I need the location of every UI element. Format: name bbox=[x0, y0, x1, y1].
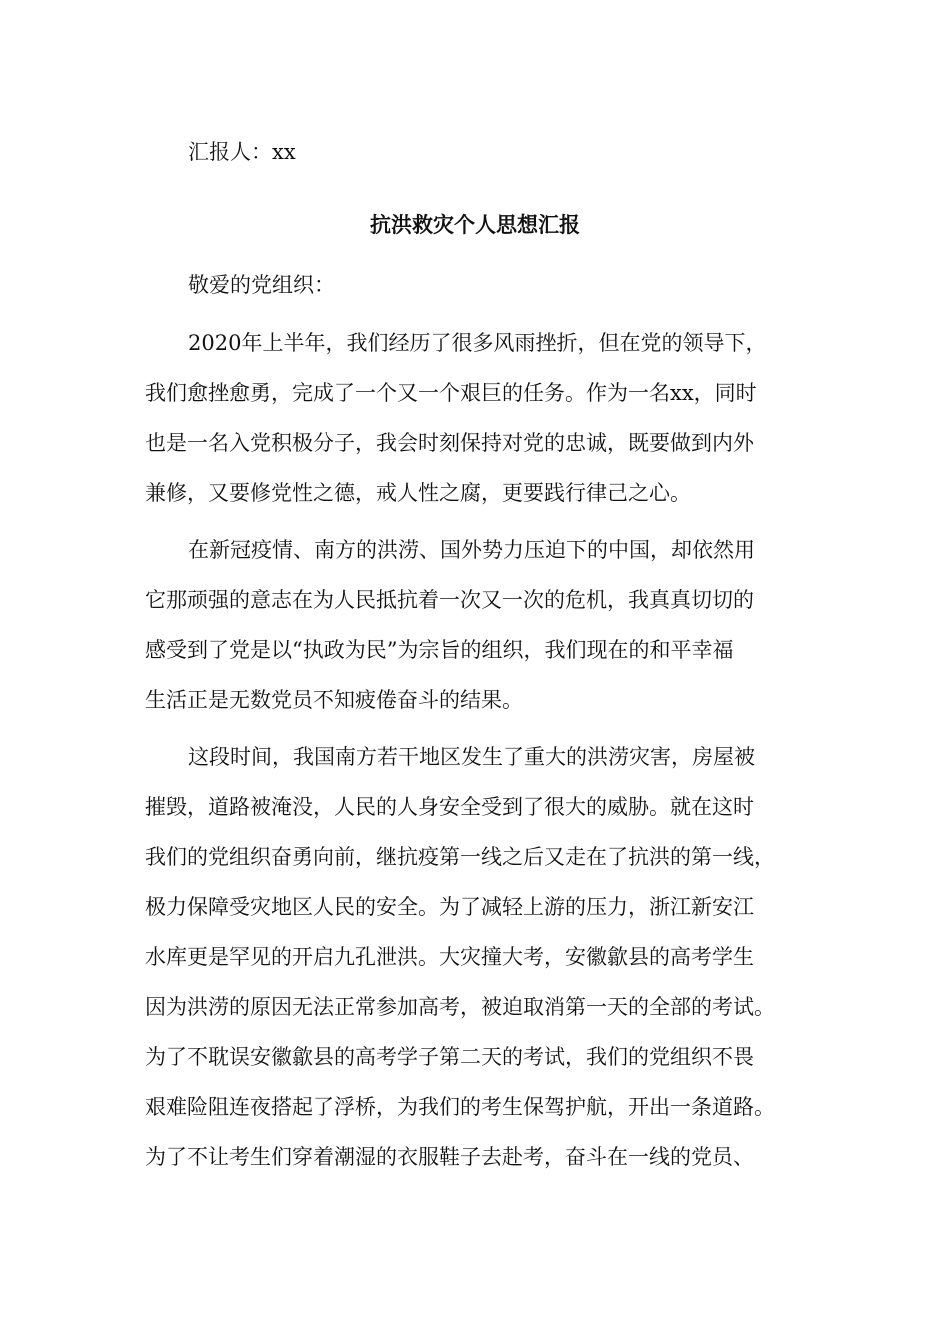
paragraph-3-line-2: 摧毁，道路被淹没，人民的人身安全受到了很大的威胁。就在这时 bbox=[145, 795, 754, 819]
document-title: 抗洪救灾个人思想汇报 bbox=[370, 212, 580, 237]
paragraph-1-line-1: 2020年上半年，我们经历了很多风雨挫折，但在党的领导下， bbox=[188, 331, 767, 355]
paragraph-2-line-3: 感受到了党是以“执政为民”为宗旨的组织，我们现在的和平幸福 bbox=[145, 638, 734, 662]
paragraph-3-line-7: 为了不耽误安徽歙县的高考学子第二天的考试，我们的党组织不畏 bbox=[145, 1045, 754, 1069]
paragraph-2-line-1: 在新冠疫情、南方的洪涝、国外势力压迫下的中国，却依然用 bbox=[188, 538, 755, 562]
paragraph-2-line-4: 生活正是无数党员不知疲倦奋斗的结果。 bbox=[145, 688, 523, 712]
salutation: 敬爱的党组织： bbox=[188, 273, 335, 297]
paragraph-3-line-9: 为了不让考生们穿着潮湿的衣服鞋子去赴考，奋斗在一线的党员、 bbox=[145, 1145, 754, 1169]
paragraph-3-line-1: 这段时间，我国南方若干地区发生了重大的洪涝灾害，房屋被 bbox=[188, 745, 755, 769]
paragraph-3-line-8: 艰难险阻连夜搭起了浮桥，为我们的考生保驾护航，开出一条道路。 bbox=[145, 1095, 775, 1119]
paragraph-3-line-5: 水库更是罕见的开启九孔泄洪。大灾撞大考，安徽歙县的高考学生 bbox=[145, 945, 754, 969]
reporter-line: 汇报人：xx bbox=[188, 140, 296, 164]
paragraph-1-line-3: 也是一名入党积极分子，我会时刻保持对党的忠诚，既要做到内外 bbox=[145, 431, 754, 455]
paragraph-1-line-2: 我们愈挫愈勇，完成了一个又一个艰巨的任务。作为一名xx，同时 bbox=[145, 381, 757, 405]
paragraph-3-line-4: 极力保障受灾地区人民的安全。为了减轻上游的压力，浙江新安江 bbox=[145, 895, 754, 919]
paragraph-3-line-6: 因为洪涝的原因无法正常参加高考，被迫取消第一天的全部的考试。 bbox=[145, 995, 775, 1019]
paragraph-3-line-3: 我们的党组织奋勇向前，继抗疫第一线之后又走在了抗洪的第一线， bbox=[145, 845, 775, 869]
paragraph-1-line-4: 兼修，又要修党性之德，戒人性之腐，更要践行律己之心。 bbox=[145, 481, 691, 505]
paragraph-2-line-2: 它那顽强的意志在为人民抵抗着一次又一次的危机，我真真切切的 bbox=[145, 588, 754, 612]
